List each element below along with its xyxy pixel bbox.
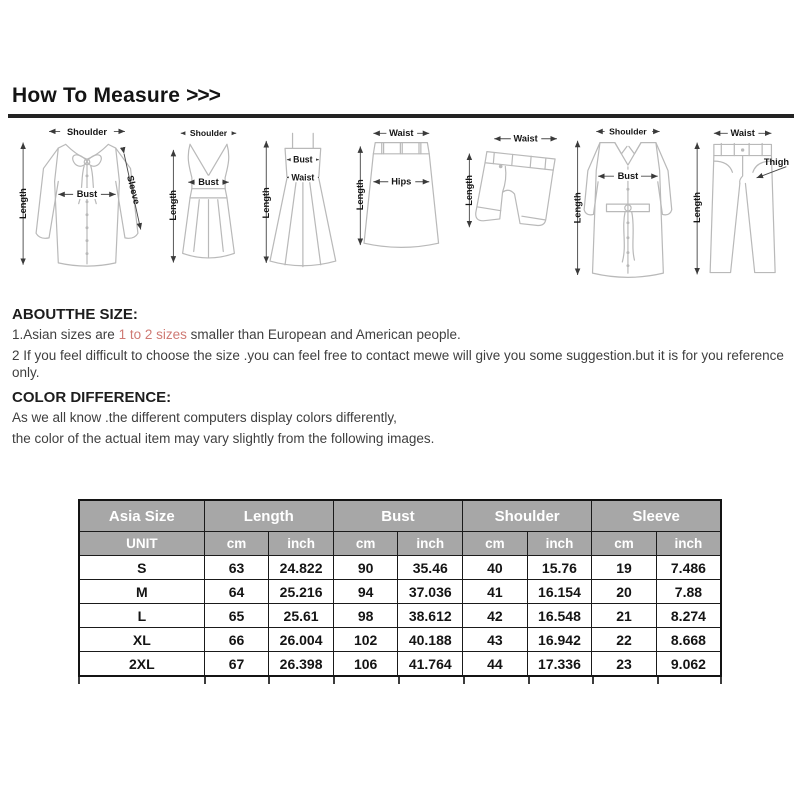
table-row-xl: XL 66 26.004 102 40.188 43 16.942 22 8.668 [79,628,721,652]
vest-shoulder-label: Shoulder [189,128,228,139]
shorts-length-label: Length [464,175,475,206]
table-unit-row: UNIT cm inch cm inch cm inch cm inch [79,532,721,556]
pants-thigh-label: Thigh [763,156,790,167]
coat-bust-label: Bust [617,170,639,181]
dress-length-label: Length [261,187,272,219]
pants-length-label: Length [691,192,702,224]
table-row-l: L 65 25.61 98 38.612 42 16.548 21 8.274 [79,604,721,628]
size-highlight: 1 to 2 sizes [118,327,187,342]
dress-bust-label: Bust [293,154,313,165]
page-title-text: How To Measure [12,84,181,107]
page-title [0,0,800,108]
size-cell: M [79,580,204,604]
diagram-shorts [450,124,568,258]
diagram-vest [166,124,251,277]
dress-waist-label: Waist [291,172,315,183]
size-cell: S [79,556,204,580]
coat-shoulder-label: Shoulder [609,126,647,137]
diagram-blouse [12,124,162,278]
coat-length-label: Length [572,192,583,224]
table-row-2xl: 2XL 67 26.398 106 41.764 44 17.336 23 9.062 [79,652,721,677]
skirt-length-label: Length [355,179,366,211]
blouse-sleeve-label: Sleeve [125,174,142,206]
color-difference-line2: the color of the actual item may vary slightly from the following images. [12,430,435,446]
skirt-waist-label: Waist [389,128,414,139]
col-length: Length [204,500,333,532]
vest-bust-label: Bust [198,176,219,187]
about-size-line2: 2 If you feel difficult to choose the size .you can feel free to contact mewe will give you some suggestion.but it is for you reference only. [12,347,784,380]
table-cutoff-marks [78,677,722,684]
skirt-hips-label: Hips [391,176,412,187]
color-difference-line1: As we all know .the different computers display colors differently, [12,409,397,425]
unit-label: UNIT [79,532,204,556]
col-shoulder: Shoulder [463,500,592,532]
color-difference-heading: COLOR DIFFERENCE: [12,388,172,406]
size-cell: 2XL [79,652,204,677]
chevrons-icon: >>> [186,84,220,107]
vest-length-label: Length [168,189,179,221]
pants-waist-label: Waist [730,128,755,139]
diagram-pants [686,124,790,284]
diagram-coat [572,124,682,284]
col-asia-size: Asia Size [79,500,204,532]
col-bust: Bust [333,500,462,532]
size-table [78,499,722,677]
about-size-line1: 1.Asian sizes are 1 to 2 sizes smaller than European and American people. [12,327,461,342]
about-size-heading: ABOUTTHE SIZE: [12,306,138,323]
notes-section [12,306,800,447]
size-cell: XL [79,628,204,652]
shorts-waist-label: Waist [513,133,538,144]
table-row-s: S 63 24.822 90 35.46 40 15.76 19 7.486 [79,556,721,580]
table-header-row [79,500,721,532]
blouse-shoulder-label: Shoulder [66,127,108,138]
diagram-skirt [351,124,446,264]
table-row-m: M 64 25.216 94 37.036 41 16.154 20 7.88 [79,580,721,604]
diagram-dress [255,124,347,280]
col-sleeve: Sleeve [592,500,721,532]
size-cell: L [79,604,204,628]
blouse-bust-label: Bust [76,189,98,200]
blouse-length-label: Length [17,188,28,220]
measure-diagrams [0,118,800,296]
